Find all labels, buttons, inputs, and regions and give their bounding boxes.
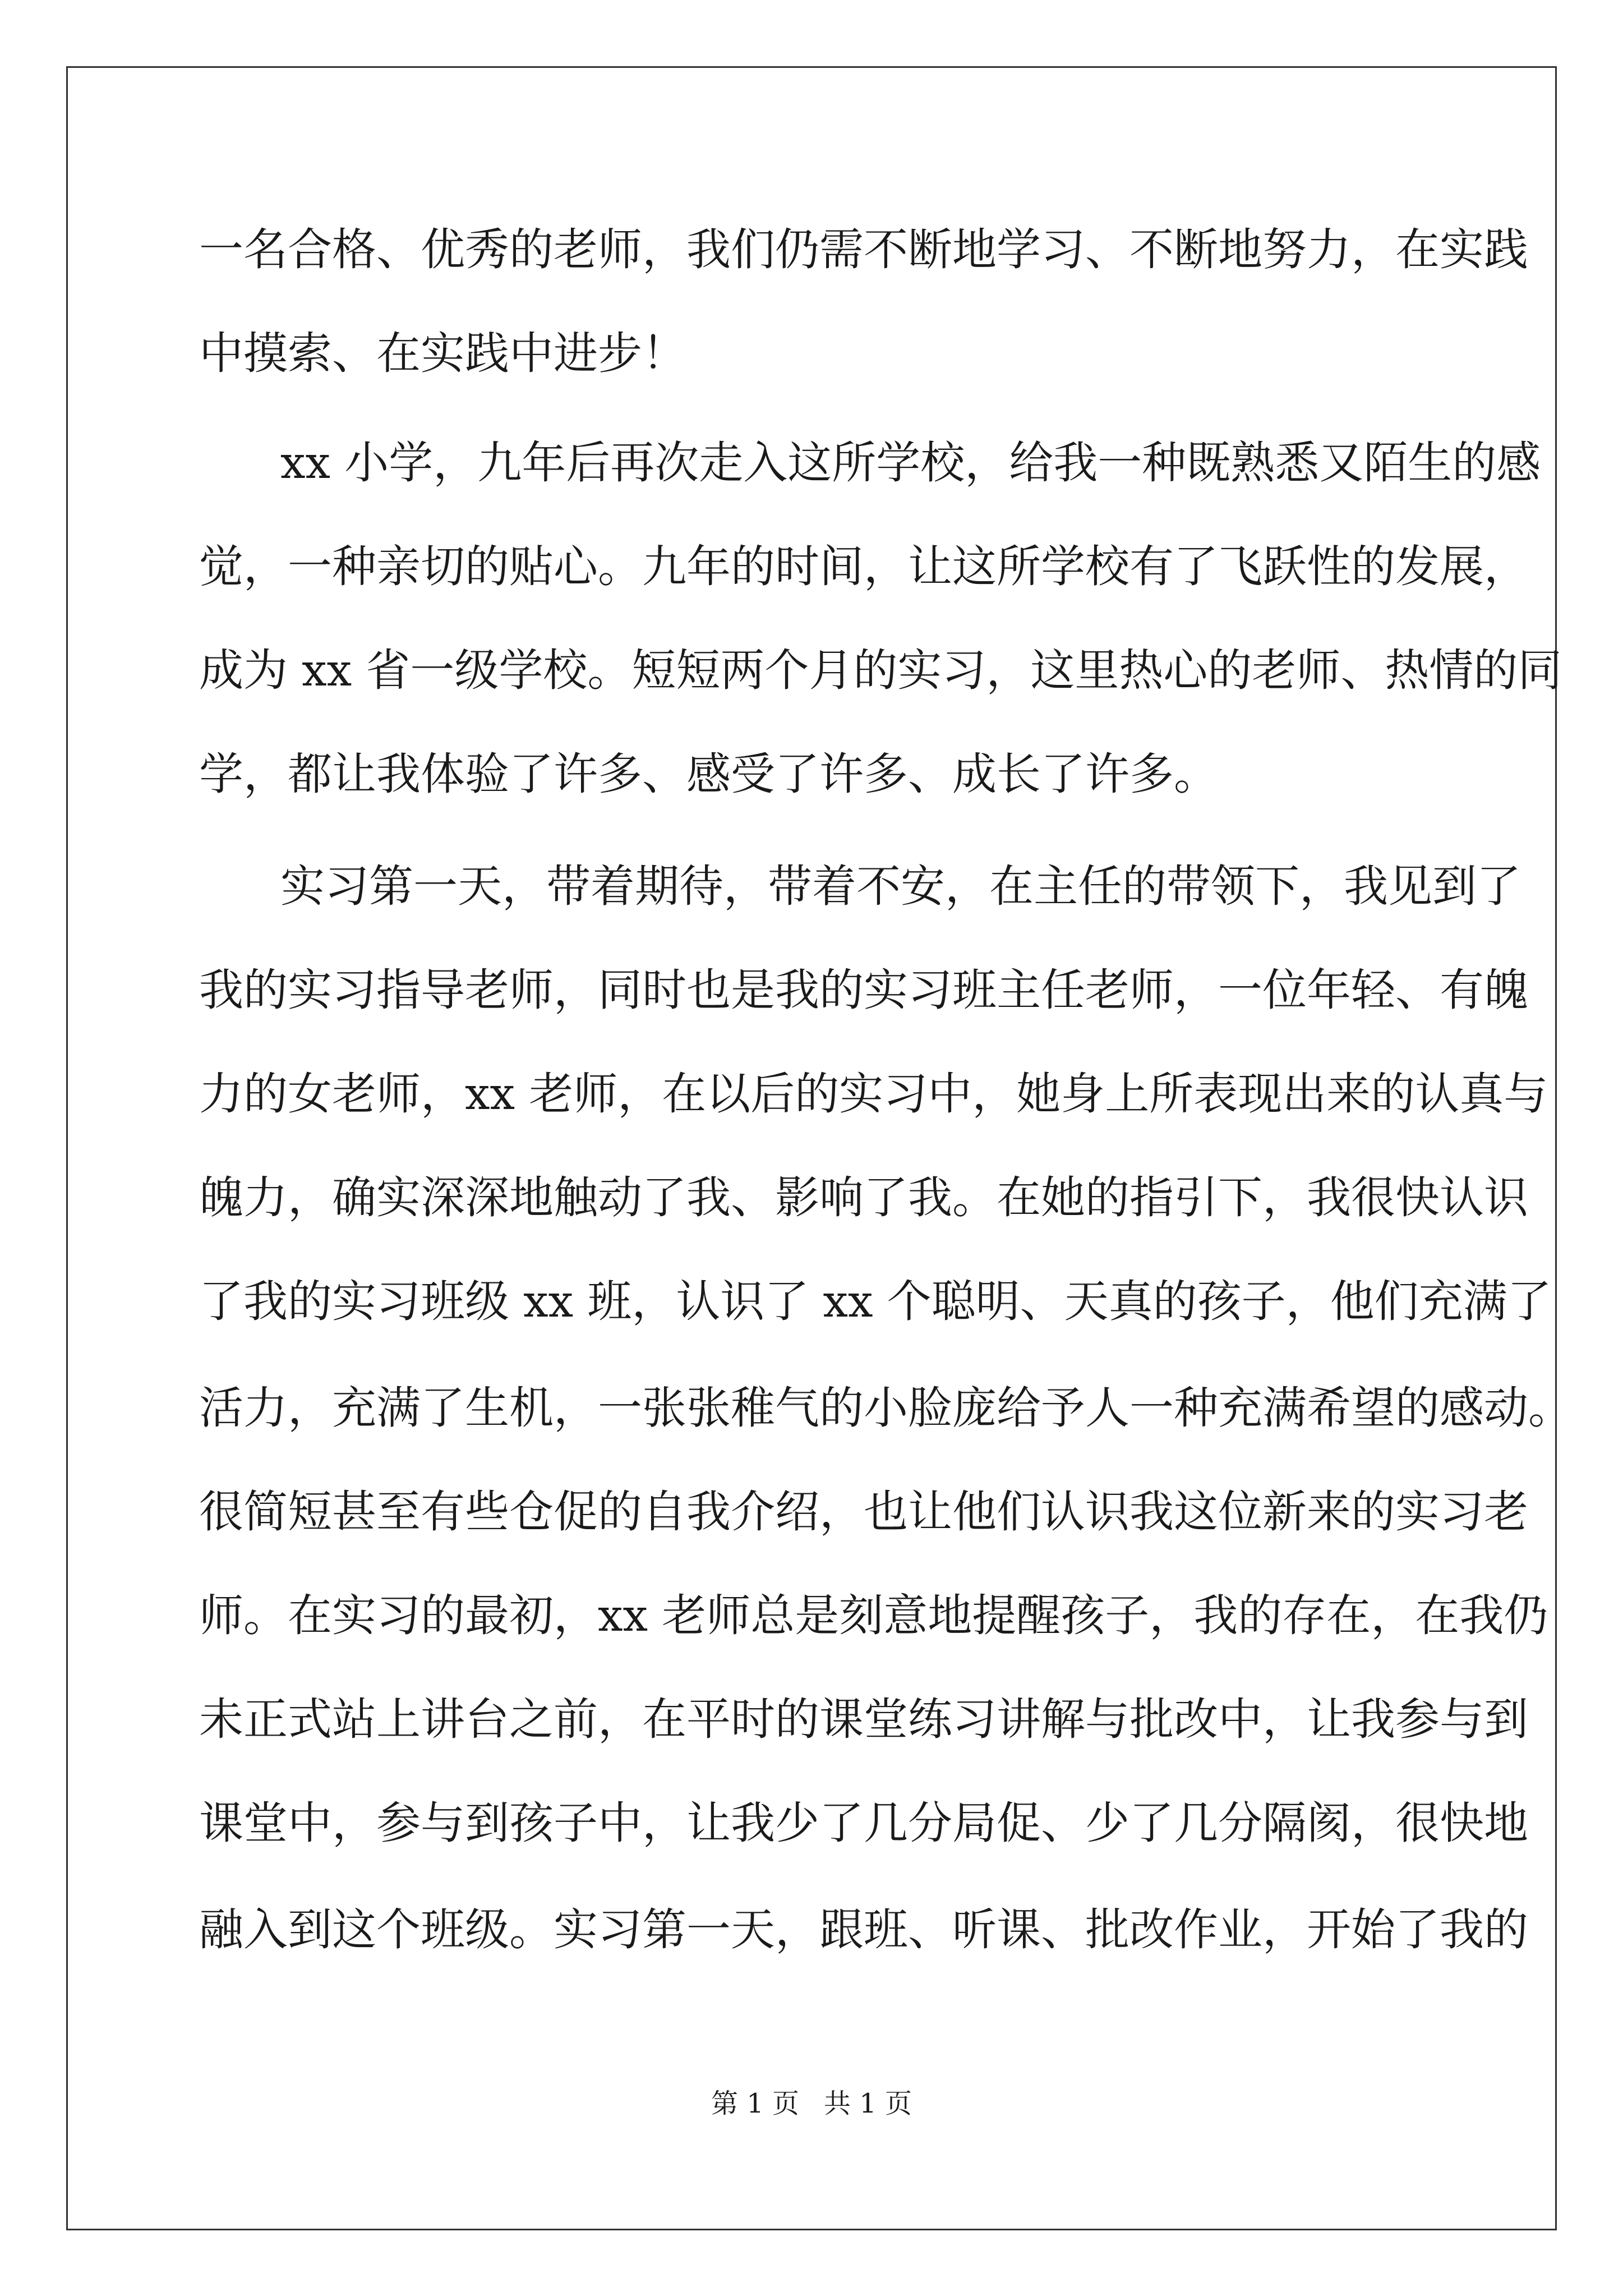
text-line: 活力，充满了生机，一张张稚气的小脸庞给予人一种充满希望的感动。 xyxy=(199,1382,1573,1434)
text-line: 未正式站上讲台之前，在平时的课堂练习讲解与批改中，让我参与到 xyxy=(199,1694,1528,1745)
text-line: 中摸索、在实践中进步！ xyxy=(199,328,686,379)
text-line: 力的女老师，xx 老师，在以后的实习中，她身上所表现出来的认真与 xyxy=(199,1068,1548,1120)
text-line: 学，都让我体验了许多、感受了许多、成长了许多。 xyxy=(199,748,1218,800)
text-line: 一名合格、优秀的老师，我们仍需不断地学习、不断地努力，在实践 xyxy=(199,224,1528,275)
text-line: 魄力，确实深深地触动了我、影响了我。在她的指引下，我很快认识 xyxy=(199,1172,1528,1223)
text-line: 师。在实习的最初，xx 老师总是刻意地提醒孩子，我的存在，在我仍 xyxy=(199,1590,1548,1641)
text-line: 融入到这个班级。实习第一天，跟班、听课、批改作业，开始了我的 xyxy=(199,1904,1528,1955)
text-line: 觉，一种亲切的贴心。九年的时间，让这所学校有了飞跃性的发展， xyxy=(199,541,1528,592)
text-line: 课堂中，参与到孩子中，让我少了几分局促、少了几分隔阂，很快地 xyxy=(199,1797,1528,1849)
text-line: 成为 xx 省一级学校。短短两个月的实习，这里热心的老师、热情的同 xyxy=(199,645,1562,696)
text-line: 了我的实习班级 xx 班，认识了 xx 个聪明、天真的孩子，他们充满了 xyxy=(199,1276,1552,1327)
page-footer xyxy=(0,2084,1623,2123)
text-line: 我的实习指导老师，同时也是我的实习班主任老师，一位年轻、有魄 xyxy=(199,964,1528,1016)
page-number: 第 1 页 xyxy=(711,2088,799,2119)
text-line: xx 小学，九年后再次走入这所学校，给我一种既熟悉又陌生的感 xyxy=(280,437,1541,489)
text-line: 实习第一天，带着期待，带着不安，在主任的带领下，我见到了 xyxy=(280,861,1521,912)
text-line: 很简短甚至有些仓促的自我介绍，也让他们认识我这位新来的实习老 xyxy=(199,1486,1528,1538)
page-total: 共 1 页 xyxy=(824,2088,912,2119)
